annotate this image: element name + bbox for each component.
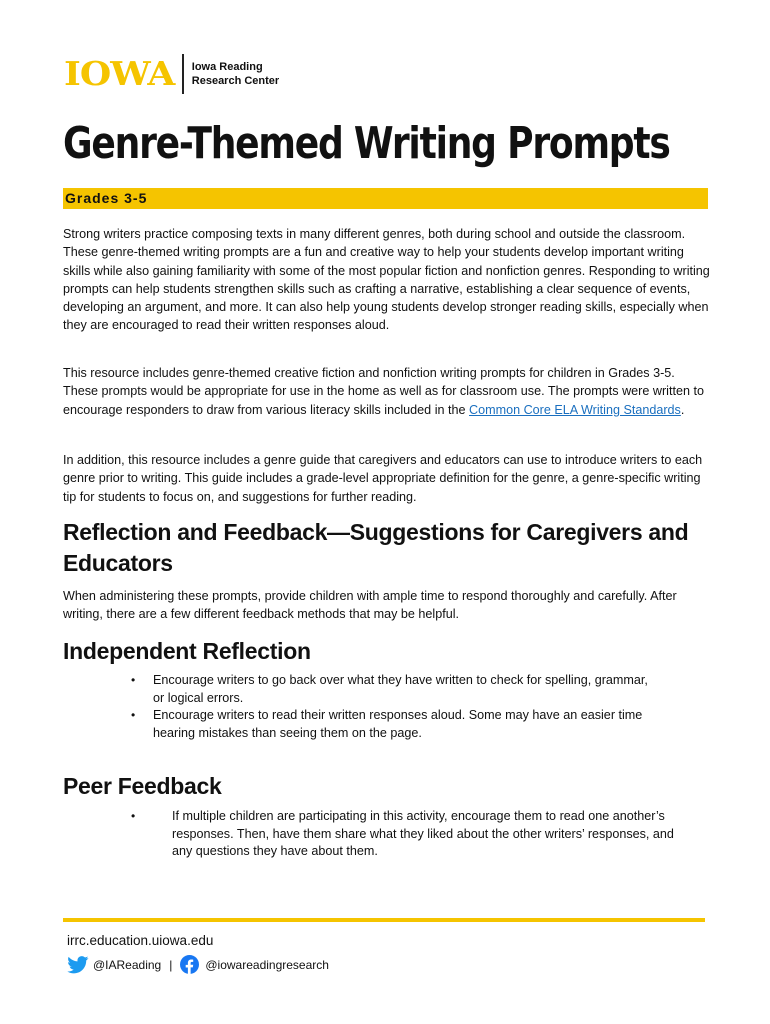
twitter-handle[interactable]: @IAReading [93,957,162,972]
list-item: • Encourage writers to read their written responses aloud. Some may have an easier time hearing mistakes than seeing them on the page. [131,708,643,740]
list-item: • Encourage writers to go back over what they have written to check for spelling, grammar, or logical errors. [131,673,648,705]
social-links [67,955,329,974]
footer-rule [63,918,705,922]
facebook-icon [180,955,199,974]
intro-paragraph-2 [63,364,713,419]
grade-label: Grades 3-5 [65,190,148,206]
twitter-icon [67,956,89,974]
peer-feedback-heading: Peer Feedback [63,773,222,799]
common-core-link[interactable]: Common Core ELA Writing Standards [469,402,681,417]
intro-paragraph-1: Strong writers practice composing texts in many different genres, both during school and outside the classroom. These genre-themed writing prompts are a fun and creative way to help your students develop important writing skills while also gaining familiarity with some of the most popular fiction and nonfiction genres. Responding to writing prompts can help students strengthen skills such as crafting a narrative, establishing a clear sequence of events, developing an argument, and more. It can also help young students develop stronger reading skills, especially when they are encouraged to read their written responses aloud. [63,227,710,333]
reflection-heading: Reflection and Feedback—Suggestions for Caregivers and Educators [63,519,689,576]
iowa-reading-logo [64,52,279,96]
independent-reflection-list [131,672,653,742]
facebook-handle[interactable]: @iowareadingresearch [205,957,329,972]
peer-feedback-list [131,808,687,861]
page-title: Genre-Themed Writing Prompts [63,118,670,169]
intro-p2-end: . [680,402,685,417]
logo-text [192,60,279,88]
social-separator: | [169,957,173,972]
logo-line-2: Research Center [191,75,280,87]
grade-banner [63,188,708,209]
footer-website[interactable]: irrc.education.uiowa.edu [67,933,214,948]
intro-p2-text: This resource includes genre-themed creative fiction and nonfiction writing prompts for children in Grades 3-5. These prompts would be appropriate for use in the home as well as for classroom use. The prompts were written to encourage responders to draw from various literacy skills included in the [63,366,704,417]
iowa-logo-word: IOWA [64,55,175,93]
independent-reflection-heading: Independent Reflection [63,638,311,664]
intro-paragraph-3: In addition, this resource includes a genre guide that caregivers and educators can use to introduce writers to each genre prior to writing. This guide includes a grade-level appropriate definition for the genre, a genre-specific writing tip for students to focus on, and suggestions for further reading. [63,453,703,504]
reflection-text: When administering these prompts, provide children with ample time to respond thoroughly and carefully. After writing, there are a few different feedback methods that may be helpful. [63,589,677,622]
logo-divider [182,54,184,94]
logo-line-1: Iowa Reading [191,61,263,73]
list-item: • If multiple children are participating in this activity, encourage them to read one another’s responses. Then, have them share what they liked about the other writers’ responses, and any questions they have about them. [131,809,674,858]
